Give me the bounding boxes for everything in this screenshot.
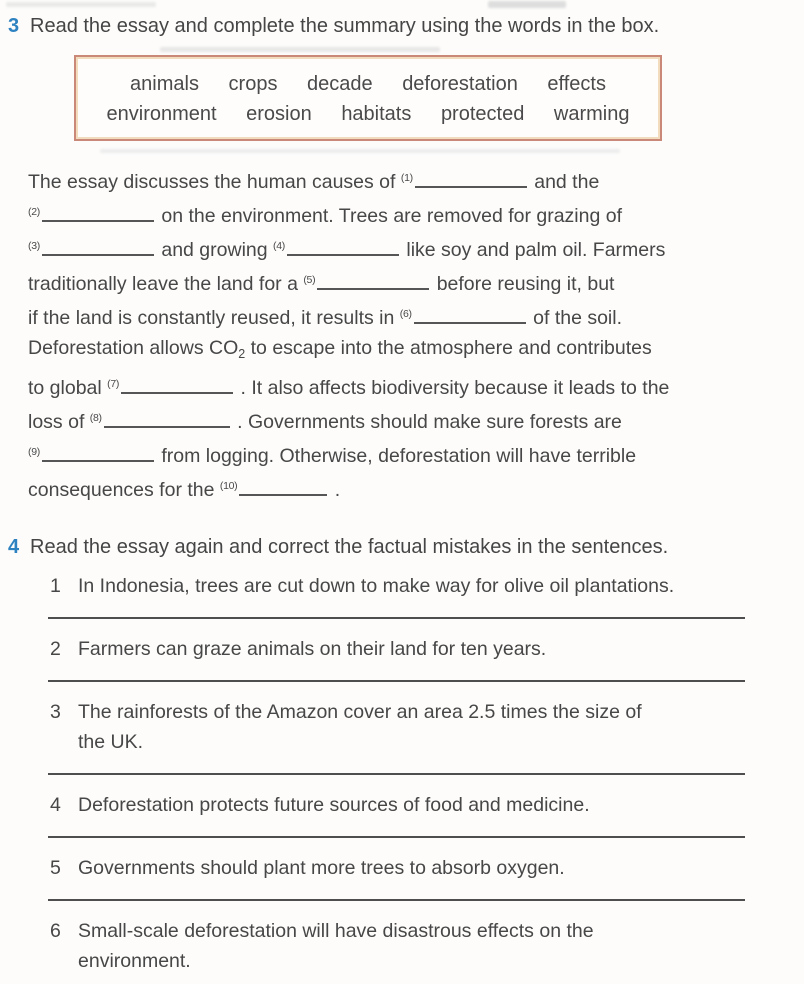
- summary-text: if the land is constantly reused, it results in: [28, 307, 400, 329]
- summary-paragraph: [28, 163, 776, 505]
- exercise-3-number: 3: [8, 15, 20, 37]
- sentence-text: [78, 697, 750, 757]
- blank-label-4: (4): [273, 240, 285, 252]
- summary-text: traditionally leave the land for a: [28, 273, 304, 295]
- sentence-item-6: [50, 916, 750, 976]
- word-box-word: deforestation: [402, 73, 518, 95]
- exercise-4-number: 4: [8, 536, 20, 558]
- fill-in-blank-4: [287, 241, 399, 256]
- fill-in-blank-5: [317, 275, 429, 290]
- word-box-row-2: [76, 99, 660, 129]
- sentence-item-4: [50, 790, 750, 820]
- blank-label-10: (10): [219, 480, 238, 492]
- summary-text: Deforestation allows CO: [28, 337, 239, 359]
- sentence-item-2: [50, 634, 750, 664]
- fill-in-blank-10: [239, 481, 327, 496]
- word-box-word: crops: [228, 73, 278, 95]
- sentence-number: 6: [50, 920, 61, 942]
- word-box-word: erosion: [246, 103, 312, 125]
- word-box-row-1: [76, 69, 660, 99]
- sentence-item-5: [50, 853, 750, 883]
- word-box-word: effects: [547, 73, 606, 95]
- fill-in-blank-3: [42, 241, 154, 256]
- exercise-4-heading: [0, 533, 804, 561]
- summary-text: and the: [528, 171, 600, 193]
- sentence-item-1: [50, 571, 750, 601]
- sentence-text: [78, 916, 750, 976]
- scan-artifact: [6, 2, 156, 7]
- sentence-text-line-1: The rainforests of the Amazon cover an area 2.5 times the size of: [78, 701, 642, 723]
- word-box-word: animals: [130, 73, 199, 95]
- summary-text: . It also affects biodiversity because it leads to the: [235, 377, 670, 399]
- summary-text: The essay discusses the human causes of: [28, 171, 401, 193]
- summary-text: to global: [28, 377, 108, 399]
- sentence-text-line-1: Small-scale deforestation will have disastrous effects on the: [78, 920, 594, 942]
- sentence-text: Farmers can graze animals on their land for ten years.: [78, 638, 547, 660]
- word-box-word: protected: [440, 103, 525, 125]
- summary-text: loss of: [28, 411, 90, 433]
- summary-text: on the environment. Trees are removed for grazing of: [155, 205, 623, 227]
- exercise-3-title: Read the essay and complete the summary using the words in the box.: [30, 15, 660, 37]
- sentence-text-line-2: environment.: [78, 950, 191, 972]
- summary-text: of the soil.: [527, 307, 623, 329]
- exercise-4-title: Read the essay again and correct the factual mistakes in the sentences.: [30, 536, 669, 558]
- sentence-number: 2: [50, 638, 61, 660]
- sentence-text-line-2: the UK.: [78, 731, 144, 753]
- sentence-number: 5: [50, 857, 61, 879]
- blank-label-6: (6): [399, 308, 412, 320]
- answer-line-5: [48, 899, 745, 901]
- sentence-number: 1: [50, 575, 61, 597]
- blank-label-3: (3): [28, 240, 40, 252]
- summary-text: and growing: [155, 239, 274, 261]
- blank-label-1: (1): [400, 172, 413, 184]
- summary-text: like soy and palm oil. Farmers: [400, 239, 666, 261]
- word-box-word: environment: [106, 103, 217, 125]
- summary-text: . Governments should make sure forests are: [231, 411, 622, 433]
- sentence-text: In Indonesia, trees are cut down to make way for olive oil plantations.: [78, 575, 675, 597]
- blank-label-2: (2): [28, 206, 40, 218]
- answer-line-4: [48, 836, 745, 838]
- sentence-number: 3: [50, 701, 61, 723]
- sentence-text: Governments should plant more trees to absorb oxygen.: [78, 857, 565, 879]
- fill-in-blank-6: [414, 309, 526, 324]
- sentence-list: [50, 571, 750, 984]
- fill-in-blank-2: [42, 207, 154, 222]
- exercise-4: [0, 533, 804, 984]
- sentence-text: Deforestation protects future sources of food and medicine.: [78, 794, 590, 816]
- exercise-3: [0, 12, 804, 505]
- scan-artifact: [488, 1, 566, 8]
- answer-line-2: [48, 680, 745, 682]
- summary-text: consequences for the: [28, 479, 220, 501]
- summary-text: .: [329, 479, 341, 501]
- answer-line-3: [48, 773, 745, 775]
- fill-in-blank-9: [42, 447, 154, 462]
- blank-label-8: (8): [89, 412, 102, 424]
- fill-in-blank-1: [415, 173, 527, 188]
- co2-subscript: 2: [238, 347, 246, 361]
- summary-text: from logging. Otherwise, deforestation will have terrible: [155, 445, 637, 467]
- fill-in-blank-8: [104, 413, 230, 428]
- blank-label-9: (9): [28, 446, 40, 458]
- fill-in-blank-7: [121, 379, 233, 394]
- word-box: [74, 55, 662, 141]
- blank-label-5: (5): [303, 274, 316, 286]
- word-box-word: decade: [307, 73, 373, 95]
- sentence-number: 4: [50, 794, 61, 816]
- summary-text: before reusing it, but: [431, 273, 615, 295]
- exercise-3-heading: [0, 12, 804, 40]
- sentence-item-3: [50, 697, 750, 757]
- answer-line-1: [48, 617, 745, 619]
- word-box-word: habitats: [341, 103, 412, 125]
- blank-label-7: (7): [107, 378, 120, 390]
- word-box-word: warming: [553, 103, 630, 125]
- summary-text: to escape into the atmosphere and contributes: [245, 337, 652, 359]
